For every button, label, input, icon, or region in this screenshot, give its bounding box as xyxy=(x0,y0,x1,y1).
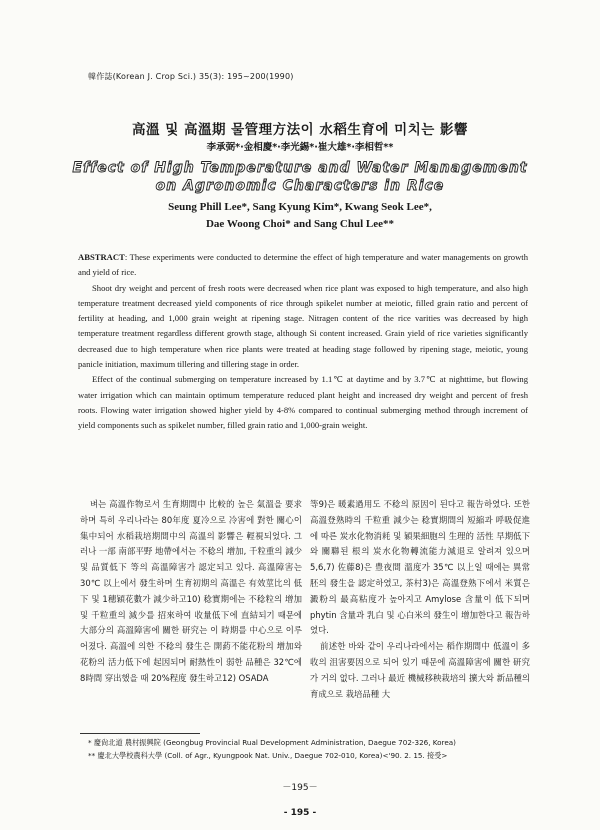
abstract-paragraph-3: Effect of the continual submerging on temperature increased by 1.1℃ at daytime and by 3.7℃ at nighttime, but flowing water irrigation which can maintain optimum temperature reduced plant height and increased dry weight and percent of fresh roots. Flowing water irrigation showed higher yield by 4-8% compared to continual submerging method through increment of yield components such as spikelet number, filled grain ratio and 1,000-grain weight. xyxy=(78,374,528,431)
abstract xyxy=(78,250,528,434)
footnote-affiliation-2: ** 慶北大學校農科大學 (Coll. of Agr., Kyungpook Nat. Univ., Daegue 702-010, Korea)<'90. 2. 15. 接受> xyxy=(88,750,448,760)
body-column-left xyxy=(80,497,302,687)
footnote-divider xyxy=(80,733,200,734)
authors-english-line1: Seung Phill Lee*, Sang Kyung Kim*, Kwang Seok Lee*, xyxy=(168,201,432,213)
footnote-affiliation-1: * 慶尙北道 農村振興院 (Geongbug Provincial Rual Development Administration, Daegue 702-326, Korea) xyxy=(88,738,456,747)
footnotes xyxy=(88,737,528,762)
authors-korean: 李承弼*·金相慶*·李光錫*·崔大雄*·李相哲** xyxy=(206,142,394,153)
abstract-paragraph-2: Shoot dry weight and percent of fresh roots were decreased when rice plant was exposed to high temperature, and also high temperature treatment decreased yield components of rice through spikelet number at meiotic, filled grain ratio and percent of fertility at heading, and 1,000 grain weight at ripening stage. Nitragen content of the rice varities was decreased by high temperature treatment regardless different growth stage, although Si content increased. Grain yield of rice varieties significantly decreased due to high temperature when rice plants were treated at heading stage followed by ripening stage, meiotic, young panicle initiation, maximum tillering and tillering stage in order. xyxy=(78,282,528,370)
page-number-footer: - 195 - xyxy=(283,808,317,818)
body-paragraph: 벼는 高溫作物로서 生育期間中 比較的 높은 氣溫을 要求하며 특히 우리나라는 80年度 夏冷으로 冷害에 對한 關心이 集中되어 水稻栽培期間中의 高溫의 影響은 輕視되었다. 그러나 一部 南部平野 地帶에서는 不稔의 增加, 千粒重의 減少 및 品質低下 等의 高溫障害가 認定되고 있다. 高溫障害는 30℃ 以上에서 發生하며 生育初期의 高溫은 有效莖比의 低下 및 1穗穎花數가 減少하고10) 稔實期에는 不稔粒의 增加 및 千粒重의 減少를 招來하여 收量低下에 直結되기 때문에 大部分의 高溫障害에 關한 研究는 이 時期를 中心으로 이루어졌다. 高溫에 의한 不稔의 發生은 開葯不能花粉의 增加와 花粉의 活力低下에 起因되며 耐熱性이 弱한 品種은 32℃에 8時間 穿出했을 때 20%程度 發生하고12) OSADA xyxy=(80,499,302,683)
abstract-label: ABSTRACT xyxy=(78,252,125,262)
title-korean: 高溫 및 高溫期 물管理方法이 水稻生育에 미치는 影響 xyxy=(132,122,468,138)
page-number: －195－ xyxy=(282,783,318,793)
abstract-paragraph-1 xyxy=(78,250,528,281)
abstract-intro: : These experiments were conducted to determine the effect of high temperature and water managements on growth and yield of rice. xyxy=(78,252,528,278)
body-paragraph: 等9)은 暖素過用도 不稔의 原因이 된다고 報告하였다. 또한 高溫登熟時의 千粒重 減少는 稔實期間의 短縮과 呼吸促進에 따른 炭水化物消耗 및 穎果細胞의 生理的 活性 早期低下와 關聯된 根의 炭水化物轉流能力減退로 알려져 있으며5,6,7) 佐藤8)은 豊夜間 溫度가 35℃ 以上일 때에는 異常胚의 發生을 認定하였고, 茶村3)은 高溫登熟下에서 米質은 澱粉의 最高粘度가 높아지고 Amylose 含量이 低下되며 phytin 含量과 乳白 및 心白米의 發生이 增加한다고 報告하였다. xyxy=(310,499,530,636)
title-english-line2: on Agronomic Characters in Rice xyxy=(155,178,445,194)
title-english-line1: Effect of High Temperature and Water Management xyxy=(72,160,528,176)
body-paragraph: 前述한 바와 같이 우리나라에서는 稻作期間中 低溫이 多收의 沮害要因으로 되어 있기 때문에 高溫障害에 關한 研究가 거의 없다. 그러나 最近 機械移秧栽培의 擴大와 新品種의 育成으로 栽培品種 大 xyxy=(310,641,530,699)
journal-citation: 韓作誌(Korean J. Crop Sci.) 35(3): 195~200(1990) xyxy=(88,72,294,81)
authors-english-line2: Dae Woong Choi* and Sang Chul Lee** xyxy=(205,218,395,230)
body-column-right xyxy=(310,497,530,702)
